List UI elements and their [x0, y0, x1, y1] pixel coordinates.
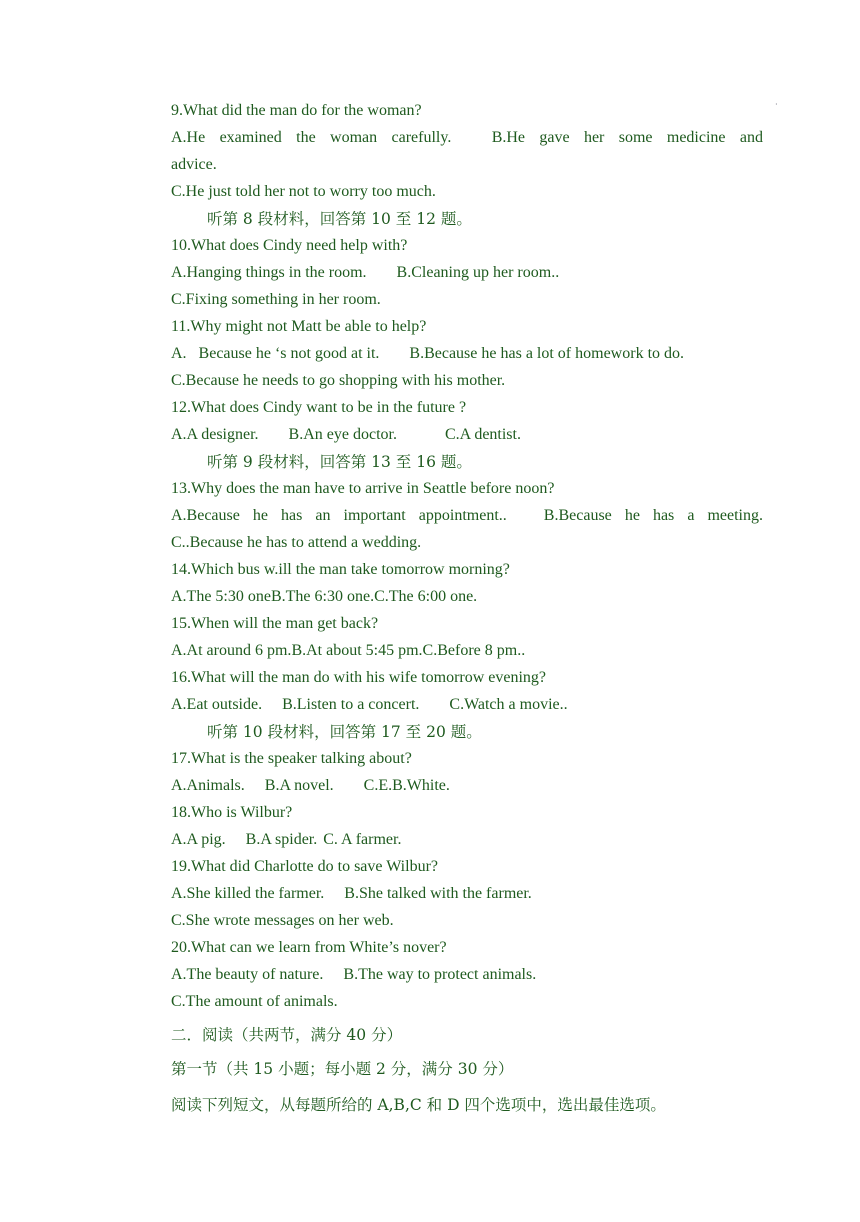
question-20-option-c: C.The amount of animals.: [171, 993, 338, 1010]
q14-option-c: C.The 6:00 one.: [374, 588, 478, 605]
q13-word: A.Because: [171, 507, 240, 524]
question-18-options: [171, 829, 763, 851]
q20-option-a: A.The beauty of nature.: [171, 966, 324, 983]
q15-option-b: B.At about 5:45 pm.: [291, 642, 423, 659]
q17-option-b: B.A novel.: [264, 777, 334, 794]
question-17-options: [171, 775, 763, 797]
q13-word: appointment..: [418, 507, 507, 524]
question-10-options-ab: [171, 262, 763, 284]
q19-option-b: B.She talked with the farmer.: [344, 885, 532, 902]
question-11-options-ab: [171, 343, 763, 365]
q13-word: has: [652, 507, 675, 524]
q9-b-word: and: [739, 129, 763, 146]
q9-a-word: the: [296, 129, 316, 146]
q10-option-a: A.Hanging things in the room.: [171, 264, 367, 281]
q20-option-b: B.The way to protect animals.: [343, 966, 537, 983]
q13-word: he: [624, 507, 640, 524]
q9-b-word: some: [618, 129, 653, 146]
question-12: 12.What does Cindy want to be in the future ?: [171, 399, 467, 416]
stray-mark: ·: [775, 100, 778, 109]
q13-word: meeting.: [707, 507, 763, 524]
part-2-heading: 二．阅读（共两节，满分 40 分）: [171, 1026, 403, 1044]
section-8-heading: 听第 8 段材料，回答第 10 至 12 题。: [207, 210, 472, 228]
q12-option-a: A.A designer.: [171, 426, 259, 443]
q16-option-b: B.Listen to a concert.: [282, 696, 420, 713]
question-18: 18.Who is Wilbur?: [171, 804, 293, 821]
q9-b-word: gave: [539, 129, 570, 146]
q9-a-word: woman: [330, 129, 378, 146]
question-19: 19.What did Charlotte do to save Wilbur?: [171, 858, 438, 875]
question-9: 9.What did the man do for the woman?: [171, 102, 422, 119]
q9-b-word: B.He: [491, 129, 526, 146]
q14-option-b: B.The 6:30 one.: [270, 588, 375, 605]
question-20-options-ab: [171, 964, 763, 986]
q15-option-c: C.Before 8 pm..: [422, 642, 526, 659]
question-9-option-c: C.He just told her not to worry too much.: [171, 183, 436, 200]
question-14: 14.Which bus w.ill the man take tomorrow morning?: [171, 561, 510, 578]
q13-word: an: [315, 507, 331, 524]
part-2-section-1-heading: 第一节（共 15 小题；每小题 2 分，满分 30 分）: [171, 1060, 514, 1078]
q18-option-a: A.A pig.: [171, 831, 226, 848]
q9-a-word: carefully.: [391, 129, 452, 146]
question-14-options: [171, 586, 763, 608]
q13-word: important: [343, 507, 406, 524]
question-17: 17.What is the speaker talking about?: [171, 750, 412, 767]
q13-word: B.Because: [543, 507, 612, 524]
section-10-heading: 听第 10 段材料，回答第 17 至 20 题。: [207, 723, 482, 741]
q9-a-word: A.He: [171, 129, 206, 146]
q11-option-b: B.Because he has a lot of homework to do.: [409, 345, 685, 362]
q13-word: he: [252, 507, 268, 524]
question-13: 13.Why does the man have to arrive in Seattle before noon?: [171, 480, 555, 497]
question-16-options: [171, 694, 763, 716]
q17-option-a: A.Animals.: [171, 777, 245, 794]
q11-option-a: A. Because he ‘s not good at it.: [171, 345, 380, 362]
question-16: 16.What will the man do with his wife tomorrow evening?: [171, 669, 547, 686]
question-9-options-ab: [171, 127, 763, 149]
question-9-option-b-cont: advice.: [171, 156, 217, 173]
question-11: 11.Why might not Matt be able to help?: [171, 318, 427, 335]
question-15-options: [171, 640, 763, 662]
q9-b-word: her: [583, 129, 605, 146]
q15-option-a: A.At around 6 pm.: [171, 642, 292, 659]
question-12-options: [171, 424, 763, 446]
question-10: 10.What does Cindy need help with?: [171, 237, 408, 254]
q16-option-a: A.Eat outside.: [171, 696, 263, 713]
q18-option-b: B.A spider.: [245, 831, 318, 848]
q19-option-a: A.She killed the farmer.: [171, 885, 325, 902]
q12-option-c: C.A dentist.: [444, 426, 521, 443]
question-13-options-ab: [171, 505, 763, 527]
q14-option-a: A.The 5:30 one: [171, 588, 271, 605]
question-15: 15.When will the man get back?: [171, 615, 379, 632]
section-9-heading: 听第 9 段材料，回答第 13 至 16 题。: [207, 453, 472, 471]
q13-word: a: [687, 507, 695, 524]
question-20: 20.What can we learn from White’s nover?: [171, 939, 447, 956]
q18-option-c: C. A farmer.: [323, 831, 402, 848]
question-13-option-c: C..Because he has to attend a wedding.: [171, 534, 422, 551]
q9-a-word: examined: [219, 129, 282, 146]
question-19-options-ab: [171, 883, 763, 905]
q10-option-b: B.Cleaning up her room..: [396, 264, 560, 281]
question-19-option-c: C.She wrote messages on her web.: [171, 912, 394, 929]
part-2-instruction: 阅读下列短文，从每题所给的 A,B,C 和 D 四个选项中，选出最佳选项。: [171, 1096, 666, 1114]
question-11-option-c: C.Because he needs to go shopping with his mother.: [171, 372, 506, 389]
q13-word: has: [281, 507, 303, 524]
q17-option-c: C.E.B.White.: [363, 777, 450, 794]
question-10-option-c: C.Fixing something in her room.: [171, 291, 381, 308]
q12-option-b: B.An eye doctor.: [288, 426, 397, 443]
q9-b-word: medicine: [666, 129, 726, 146]
q16-option-c: C.Watch a movie..: [449, 696, 568, 713]
